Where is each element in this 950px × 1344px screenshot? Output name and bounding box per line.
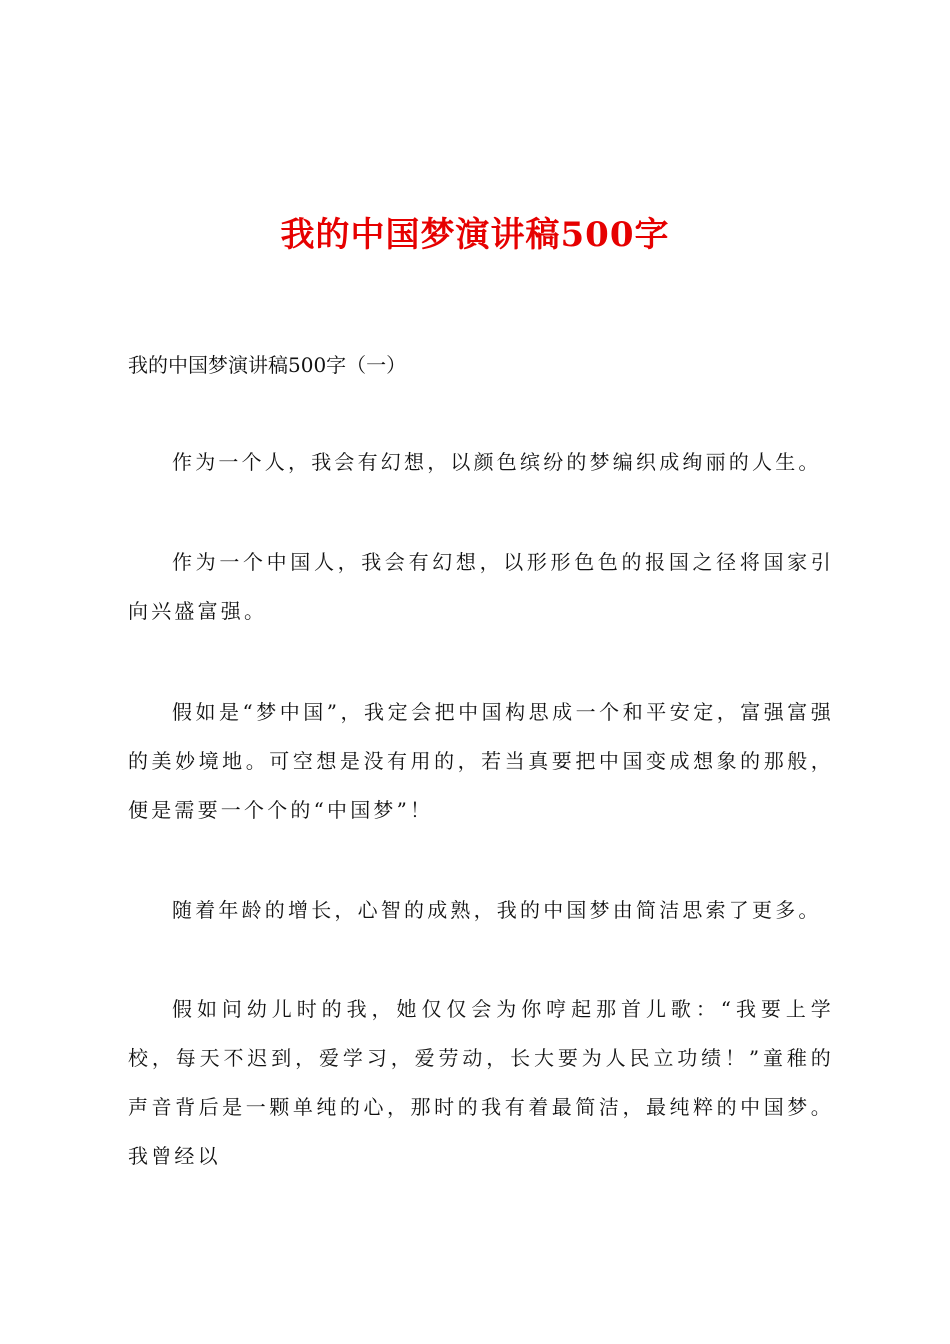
paragraph-4: 随着年龄的增长，心智的成熟，我的中国梦由简洁思索了更多。 (172, 898, 822, 922)
paragraph-1: 作为一个人，我会有幻想，以颜色缤纷的梦编织成绚丽的人生。 (172, 450, 822, 474)
document-subtitle: 我的中国梦演讲稿500字（一） (128, 353, 407, 377)
paragraph-5: 假如问幼儿时的我，她仅仅会为你哼起那首儿歌：“我要上学校，每天不迟到，爱学习，爱劳动，长大要为人民立功绩！”童稚的声音背后是一颗单纯的心，那时的我有着最简洁，最纯粹的中国梦。我曾经以 (128, 997, 834, 1168)
paragraph-2: 作为一个中国人，我会有幻想，以形形色色的报国之径将国家引向兴盛富强。 (128, 550, 834, 623)
document-title: 我的中国梦演讲稿500字 (280, 215, 670, 255)
paragraph-3: 假如是“梦中国”，我定会把中国构思成一个和平安定，富强富强的美妙境地。可空想是没有用的，若当真要把中国变成想象的那般，便是需要一个个的“中国梦”！ (128, 700, 834, 822)
